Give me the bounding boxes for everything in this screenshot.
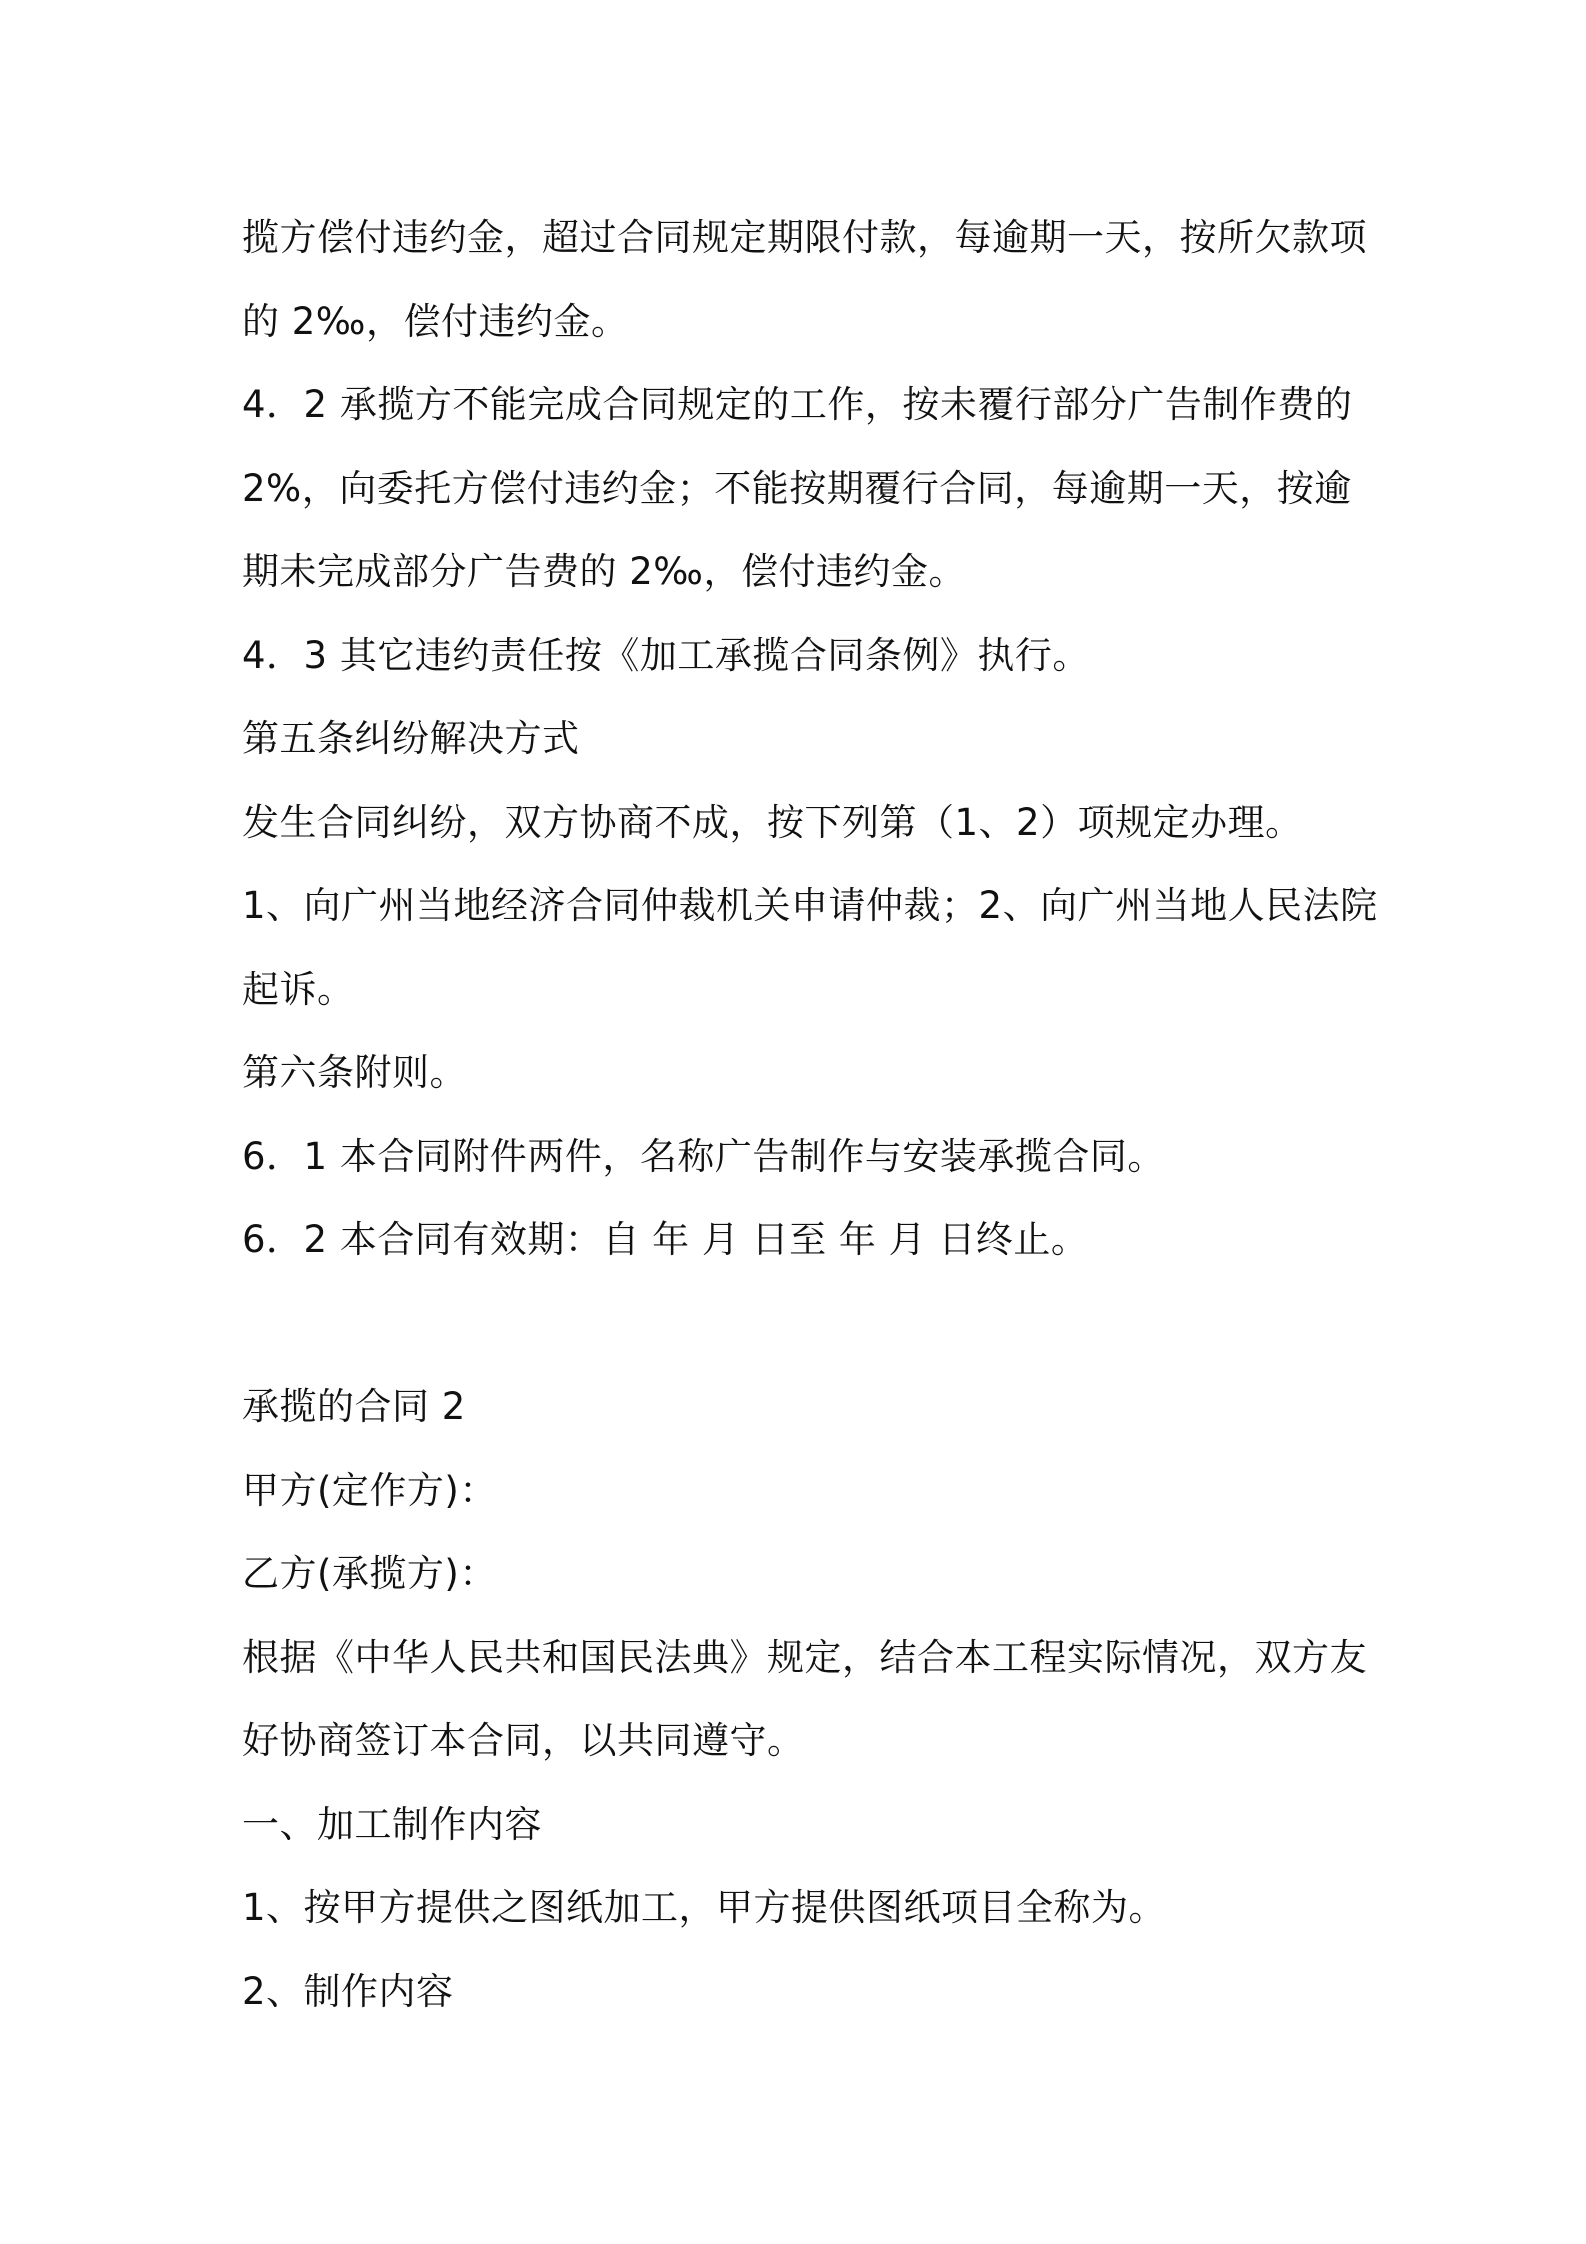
preamble-line-2: 好协商签订本合同，以共同遵守。: [242, 1719, 805, 1762]
clause-6-2: 6．2 本合同有效期：自 年 月 日至 年 月 日终止。: [242, 1218, 1089, 1261]
document-body: [242, 196, 1378, 2033]
article-6-heading: 第六条附则。: [242, 1051, 467, 1094]
clause-4-2-line-3: 期未完成部分广告费的 2‰，偿付违约金。: [242, 550, 966, 593]
item-1-drawing: 1、按甲方提供之图纸加工，甲方提供图纸项目全称为。: [242, 1886, 1167, 1929]
section-1-heading: 一、加工制作内容: [242, 1802, 542, 1846]
article-5-heading: 第五条纠纷解决方式: [242, 717, 580, 760]
clause-4-2-line-2: 2%，向委托方偿付违约金；不能按期覆行合同，每逾期一天，按逾: [242, 466, 1352, 510]
dispute-options-line-2: 起诉。: [242, 967, 355, 1011]
text-line-penalty-1: 揽方偿付违约金，超过合同规定期限付款，每逾期一天，按所欠款项: [242, 216, 1367, 259]
contract-2-title: 承揽的合同 2: [242, 1385, 466, 1428]
dispute-options-line-1: 1、向广州当地经济合同仲裁机关申请仲裁；2、向广州当地人民法院: [242, 884, 1378, 927]
text-line-penalty-2: 的 2‰，偿付违约金。: [242, 299, 629, 343]
item-2-content: 2、制作内容: [242, 1969, 454, 2013]
clause-6-1: 6．1 本合同附件两件，名称广告制作与安装承揽合同。: [242, 1134, 1165, 1178]
party-b-label: 乙方(承揽方)：: [242, 1552, 497, 1595]
preamble-line-1: 根据《中华人民共和国民法典》规定，结合本工程实际情况，双方友: [242, 1635, 1367, 1679]
section-gap: [242, 1282, 1362, 1366]
party-a-label: 甲方(定作方)：: [242, 1468, 497, 1512]
clause-4-3: 4．3 其它违约责任按《加工承揽合同条例》执行。: [242, 633, 1090, 677]
dispute-resolution-text: 发生合同纠纷，双方协商不成，按下列第（1、2）项规定办理。: [242, 800, 1303, 844]
clause-4-2-line-1: 4．2 承揽方不能完成合同规定的工作，按未覆行部分广告制作费的: [242, 383, 1353, 426]
